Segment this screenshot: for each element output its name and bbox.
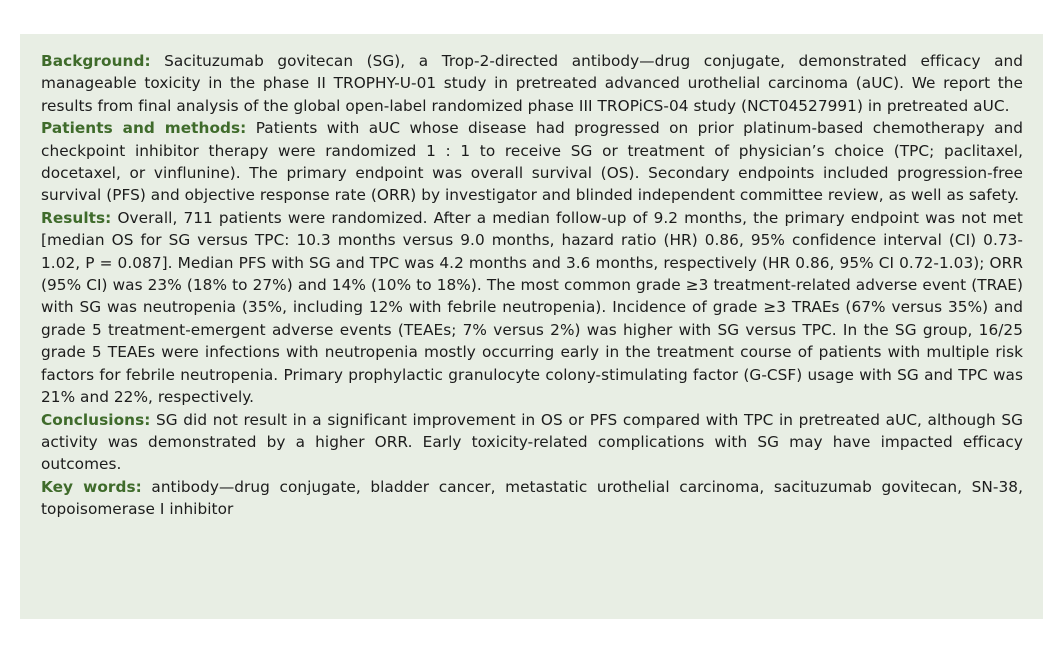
methods-text: Patients with aUC whose disease had progressed on prior platinum-based chemotherapy and checkpoint inhibitor therapy were randomized 1 : 1 to receive SG or treatment of physician’s choice (TPC; paclitaxel, docetaxel, or vinflunine). The primary endpoint was overall survival (OS). Secondary endpoints included progression-free survival (PFS) and objective response rate (ORR) by investigator and blinded independent committee review, as well as safety. — [41, 119, 1024, 205]
keywords-label: Key words: — [41, 477, 142, 496]
keywords-text: antibody—drug conjugate, bladder cancer, metastatic urothelial carcinoma, sacituzumab govitecan, SN-38, topoisomerase I inhibitor — [41, 477, 1023, 519]
methods-section — [41, 117, 1023, 207]
conclusions-text: SG did not result in a significant improvement in OS or PFS compared with TPC in pretreated aUC, although SG activity was demonstrated by a higher ORR. Early toxicity-related complications with SG may have impacted efficacy outcomes. — [41, 410, 1023, 474]
results-text: Overall, 711 patients were randomized. After a median follow-up of 9.2 months, the primary endpoint was not met [median OS for SG versus TPC: 10.3 months versus 9.0 months, hazard ratio (HR) 0.86, 95% confidence interval (CI) 0.73-1.02, P = 0.087]. Median PFS with SG and TPC was 4.2 months and 3.6 months, respectively (HR 0.86, 95% CI 0.72-1.03); ORR (95% CI) was 23% (18% to 27%) and 14% (10% to 18%). The most common grade ≥3 treatment-related adverse event (TRAE) with SG was neutropenia (35%, including 12% with febrile neutropenia). Incidence of grade ≥3 TRAEs (67% versus 35%) and grade 5 treatment-emergent adverse events (TEAEs; 7% versus 2%) was higher with SG versus TPC. In the SG group, 16/25 grade 5 TEAEs were infections with neutropenia mostly occurring early in the treatment course of patients with multiple risk factors for febrile neutropenia. Primary prophylactic granulocyte colony-stimulating factor (G-CSF) usage with SG and TPC was 21% and 22%, respectively. — [41, 208, 1023, 407]
abstract-box — [20, 34, 1043, 619]
conclusions-label: Conclusions: — [41, 410, 151, 429]
background-text: Sacituzumab govitecan (SG), a Trop-2-directed antibody—drug conjugate, demonstrated efficacy and manageable toxicity in the phase II TROPHY-U-01 study in pretreated advanced urothelial carcinoma (aUC). We report the results from final analysis of the global open-label randomized phase III TROPiCS-04 study (NCT04527991) in pretreated aUC. — [41, 52, 1023, 115]
keywords-section — [41, 476, 1023, 521]
conclusions-section — [41, 409, 1023, 476]
background-label: Background: — [41, 52, 151, 70]
background-section — [41, 50, 1023, 117]
methods-label: Patients and methods: — [41, 119, 247, 138]
results-section — [41, 207, 1023, 409]
results-label: Results: — [41, 208, 112, 227]
